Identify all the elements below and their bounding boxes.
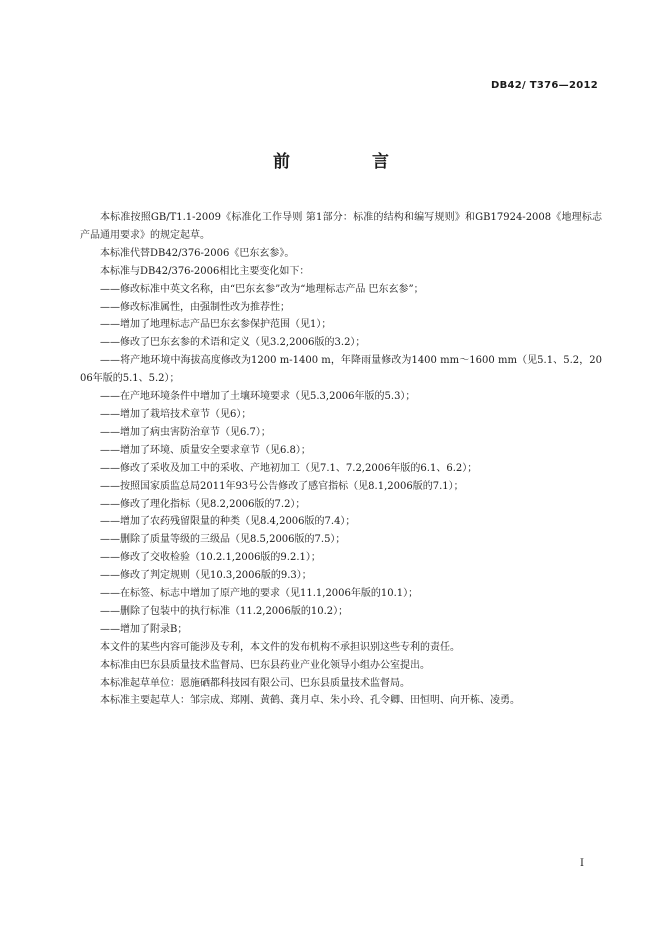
change-item: ——修改标准中英文名称，由“巴东玄参”改为“地理标志产品 巴东玄参”；	[100, 283, 424, 295]
change-item: ——修改了采收及加工中的采收、产地初加工（见7.1、7.2,2006年版的6.1、6.2）；	[100, 462, 478, 474]
change-item: ——在标签、标志中增加了原产地的要求（见11.1,2006年版的10.1）；	[100, 588, 419, 600]
paragraph-proposed-by: 本标准由巴东县质量技术监督局、巴东县药业产业化领导小组办公室提出。	[100, 659, 430, 671]
paragraph-drafting-units: 本标准起草单位：恩施硒都科技园有限公司、巴东县质量技术监督局。	[100, 677, 410, 689]
change-item: ——修改了理化指标（见8.2,2006版的7.2）；	[100, 498, 306, 510]
change-item: ——增加了附录B；	[100, 623, 188, 635]
paragraph-changes-intro: 本标准与DB42/376-2006相比主要变化如下：	[100, 265, 310, 277]
change-item: ——删除了包装中的执行标准（11.2,2006版的10.2）；	[100, 605, 349, 617]
change-item: ——删除了质量等级的三级品（见8.5,2006版的7.5）；	[100, 534, 346, 546]
paragraph-drafting-basis: 本标准按照GB/T1.1-2009《标准化工作导则 第1部分：标准的结构和编写规则》和GB17924-2008《地理标志产品通用要求》的规定起草。	[80, 212, 602, 241]
change-item: ——修改了巴东玄参的术语和定义（见3.2,2006版的3.2）；	[100, 337, 366, 349]
change-item: ——按照国家质监总局2011年93号公告修改了感官指标（见8.1,2006版的7.1）；	[100, 480, 464, 492]
page-title: 前 言	[273, 152, 427, 172]
change-item: ——将产地环境中海拔高度修改为1200 m-1400 m，年降雨量修改为1400 mm～1600 mm（见5.1、5.2，2006年版的5.1、5.2）；	[80, 355, 602, 385]
change-item: ——修改了交收检验（10.2.1,2006版的9.2.1）；	[100, 552, 321, 564]
paragraph-patent-notice: 本文件的某些内容可能涉及专利，本文件的发布机构不承担识别这些专利的责任。	[100, 641, 460, 653]
change-item: ——修改了判定规则（见10.3,2006版的9.3）；	[100, 570, 312, 582]
foreword-body	[80, 209, 602, 710]
page-number: I	[580, 858, 584, 869]
change-item: ——在产地环境条件中增加了土壤环境要求（见5.3,2006年版的5.3）；	[100, 391, 416, 403]
document-code: DB42/ T376—2012	[491, 80, 598, 91]
change-item: ——增加了环境、质量安全要求章节（见6.8）；	[100, 444, 311, 456]
change-item: ——增加了栽培技术章节（见6）；	[100, 408, 252, 420]
change-item: ——增加了农药残留限量的种类（见8.4,2006版的7.4）；	[100, 516, 356, 528]
paragraph-drafters: 本标准主要起草人：邹宗成、郑刚、黄鹤、龚月卓、朱小玲、孔令卿、田恒明、向开栋、凌勇。	[100, 695, 520, 707]
change-item: ——修改标准属性，由强制性改为推荐性；	[100, 301, 290, 313]
paragraph-replaces: 本标准代替DB42/376-2006《巴东玄参》。	[100, 247, 295, 259]
change-item: ——增加了地理标志产品巴东玄参保护范围（见1）；	[100, 319, 332, 331]
change-item: ——增加了病虫害防治章节（见6.7）；	[100, 426, 271, 438]
